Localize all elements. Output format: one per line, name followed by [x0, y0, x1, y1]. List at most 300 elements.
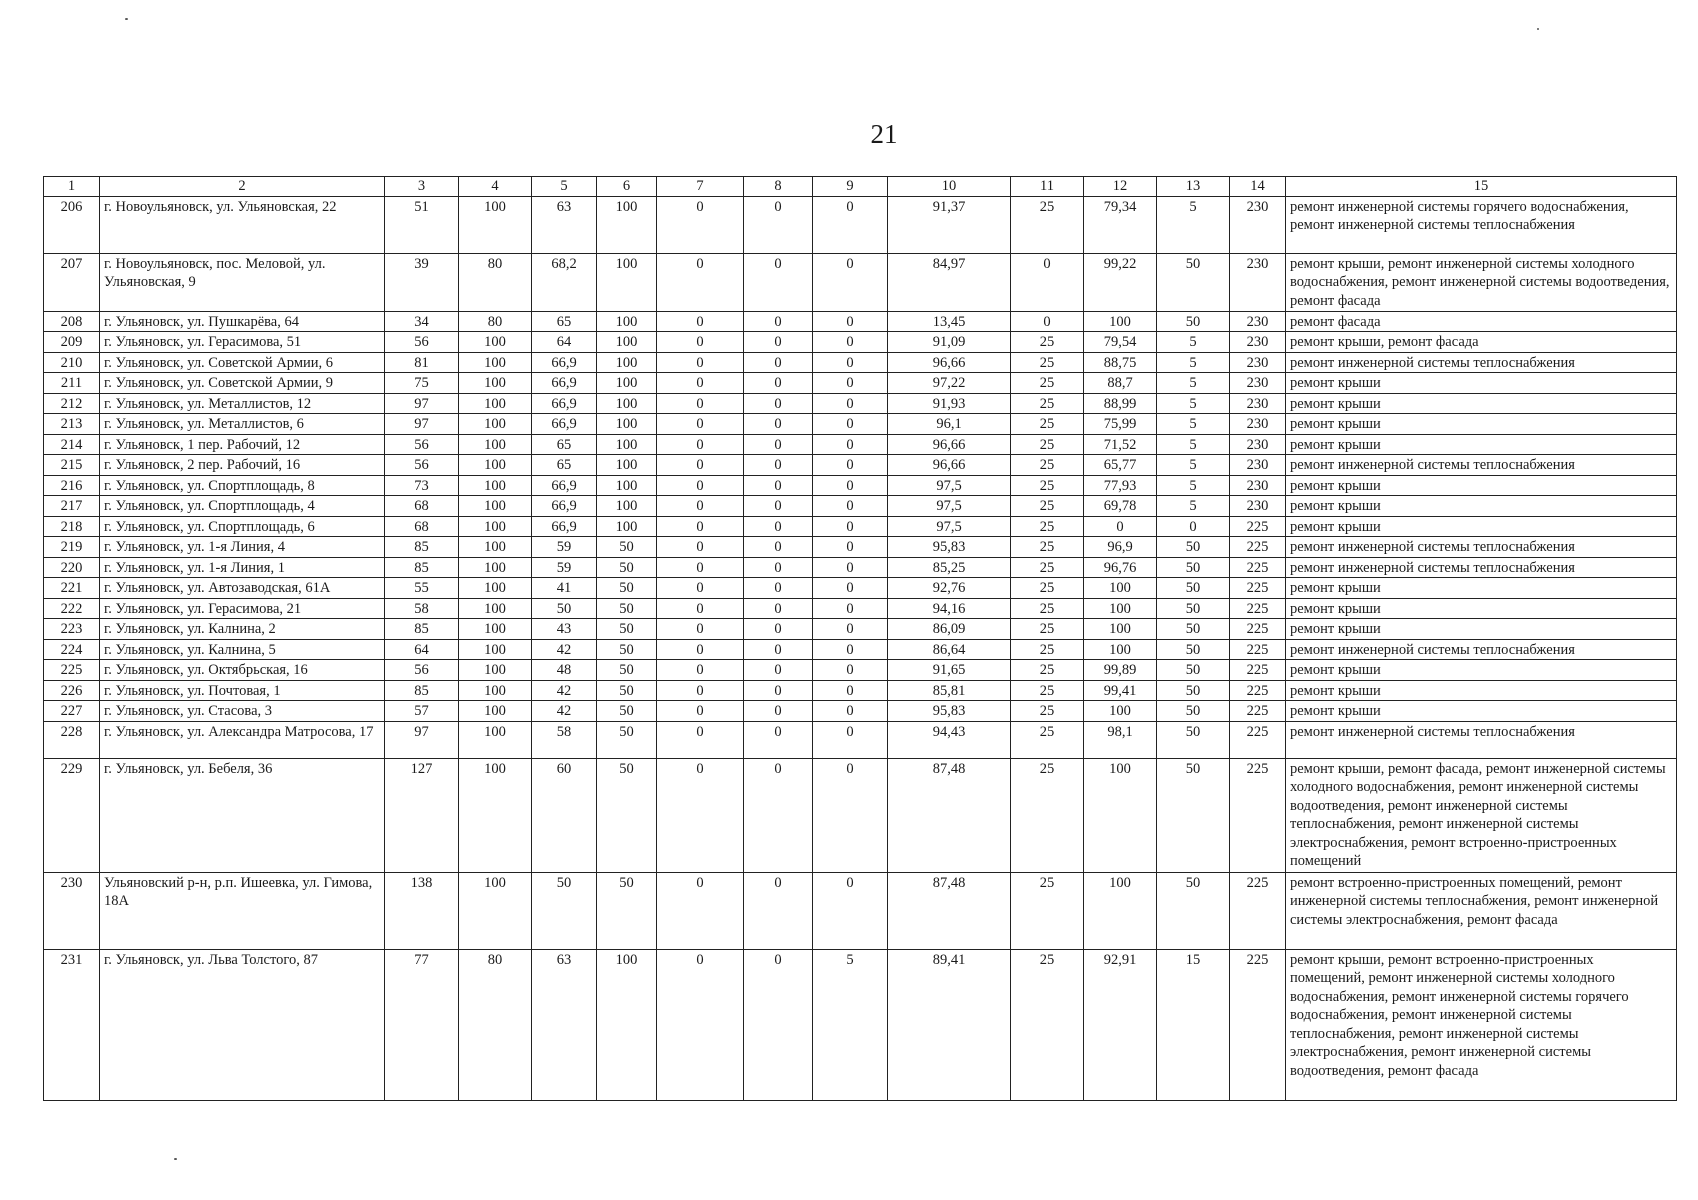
value-cell-col8: 0	[744, 578, 813, 599]
row-number: 212	[44, 393, 100, 414]
column-number-4: 4	[459, 177, 532, 197]
table-row	[44, 872, 1677, 949]
repair-works-cell: ремонт крыши	[1286, 598, 1677, 619]
value-cell-col8: 0	[744, 598, 813, 619]
value-cell-col10: 91,65	[888, 660, 1011, 681]
column-number-15: 15	[1286, 177, 1677, 197]
address-cell: г. Ульяновск, ул. Герасимова, 51	[100, 332, 385, 353]
value-cell-col3: 77	[385, 949, 459, 1100]
value-cell-col10: 96,1	[888, 414, 1011, 435]
header-row	[44, 177, 1677, 197]
value-cell-col12: 88,75	[1084, 352, 1157, 373]
repair-works-cell: ремонт фасада	[1286, 311, 1677, 332]
value-cell-col13: 50	[1157, 311, 1230, 332]
value-cell-col4: 100	[459, 578, 532, 599]
value-cell-col8: 0	[744, 701, 813, 722]
table-row	[44, 619, 1677, 640]
value-cell-col9: 5	[813, 949, 888, 1100]
table-row	[44, 598, 1677, 619]
value-cell-col12: 99,22	[1084, 253, 1157, 311]
address-cell: г. Ульяновск, 2 пер. Рабочий, 16	[100, 455, 385, 476]
value-cell-col13: 5	[1157, 373, 1230, 394]
value-cell-col4: 100	[459, 475, 532, 496]
value-cell-col4: 100	[459, 496, 532, 517]
value-cell-col4: 100	[459, 639, 532, 660]
value-cell-col5: 63	[532, 949, 597, 1100]
value-cell-col12: 100	[1084, 619, 1157, 640]
repair-works-cell: ремонт инженерной системы теплоснабжения	[1286, 537, 1677, 558]
row-number: 216	[44, 475, 100, 496]
value-cell-col11: 25	[1011, 949, 1084, 1100]
value-cell-col9: 0	[813, 758, 888, 872]
value-cell-col4: 80	[459, 311, 532, 332]
row-number: 226	[44, 680, 100, 701]
row-number: 224	[44, 639, 100, 660]
value-cell-col13: 5	[1157, 414, 1230, 435]
value-cell-col10: 89,41	[888, 949, 1011, 1100]
value-cell-col13: 50	[1157, 598, 1230, 619]
repair-works-cell: ремонт крыши	[1286, 660, 1677, 681]
value-cell-col12: 88,7	[1084, 373, 1157, 394]
row-number: 209	[44, 332, 100, 353]
value-cell-col4: 100	[459, 393, 532, 414]
row-number: 215	[44, 455, 100, 476]
value-cell-col5: 64	[532, 332, 597, 353]
value-cell-col11: 25	[1011, 721, 1084, 758]
value-cell-col8: 0	[744, 196, 813, 253]
column-number-5: 5	[532, 177, 597, 197]
value-cell-col9: 0	[813, 332, 888, 353]
repair-works-cell: ремонт инженерной системы теплоснабжения	[1286, 639, 1677, 660]
table-row	[44, 639, 1677, 660]
row-number: 227	[44, 701, 100, 722]
value-cell-col10: 87,48	[888, 872, 1011, 949]
row-number: 228	[44, 721, 100, 758]
row-number: 218	[44, 516, 100, 537]
value-cell-col12: 79,34	[1084, 196, 1157, 253]
column-number-8: 8	[744, 177, 813, 197]
value-cell-col13: 50	[1157, 660, 1230, 681]
value-cell-col6: 50	[597, 872, 657, 949]
value-cell-col3: 56	[385, 332, 459, 353]
value-cell-col12: 69,78	[1084, 496, 1157, 517]
value-cell-col10: 95,83	[888, 537, 1011, 558]
value-cell-col6: 100	[597, 253, 657, 311]
table-row	[44, 680, 1677, 701]
value-cell-col6: 50	[597, 758, 657, 872]
table-row	[44, 496, 1677, 517]
value-cell-col3: 85	[385, 680, 459, 701]
value-cell-col3: 56	[385, 660, 459, 681]
value-cell-col12: 88,99	[1084, 393, 1157, 414]
row-number: 214	[44, 434, 100, 455]
repair-works-cell: ремонт крыши, ремонт фасада	[1286, 332, 1677, 353]
value-cell-col10: 92,76	[888, 578, 1011, 599]
value-cell-col13: 5	[1157, 352, 1230, 373]
value-cell-col14: 230	[1230, 475, 1286, 496]
value-cell-col6: 50	[597, 721, 657, 758]
value-cell-col5: 66,9	[532, 496, 597, 517]
value-cell-col10: 13,45	[888, 311, 1011, 332]
repair-works-cell: ремонт крыши	[1286, 680, 1677, 701]
value-cell-col11: 25	[1011, 639, 1084, 660]
value-cell-col10: 95,83	[888, 701, 1011, 722]
value-cell-col4: 100	[459, 721, 532, 758]
value-cell-col6: 50	[597, 557, 657, 578]
value-cell-col7: 0	[657, 496, 744, 517]
value-cell-col6: 100	[597, 332, 657, 353]
value-cell-col8: 0	[744, 680, 813, 701]
value-cell-col4: 100	[459, 680, 532, 701]
value-cell-col8: 0	[744, 619, 813, 640]
value-cell-col9: 0	[813, 196, 888, 253]
value-cell-col14: 225	[1230, 639, 1286, 660]
value-cell-col12: 75,99	[1084, 414, 1157, 435]
row-number: 229	[44, 758, 100, 872]
value-cell-col11: 25	[1011, 557, 1084, 578]
value-cell-col6: 100	[597, 496, 657, 517]
value-cell-col12: 92,91	[1084, 949, 1157, 1100]
value-cell-col13: 50	[1157, 619, 1230, 640]
value-cell-col10: 96,66	[888, 434, 1011, 455]
column-number-9: 9	[813, 177, 888, 197]
value-cell-col5: 50	[532, 872, 597, 949]
repair-works-cell: ремонт встроенно-пристроенных помещений, ремонт инженерной системы теплоснабжения, ремонт инженерной системы электроснабжения, ремонт фасада	[1286, 872, 1677, 949]
value-cell-col9: 0	[813, 680, 888, 701]
value-cell-col4: 100	[459, 598, 532, 619]
column-number-10: 10	[888, 177, 1011, 197]
value-cell-col5: 63	[532, 196, 597, 253]
value-cell-col8: 0	[744, 516, 813, 537]
address-cell: г. Ульяновск, ул. Спортплощадь, 8	[100, 475, 385, 496]
value-cell-col10: 97,22	[888, 373, 1011, 394]
value-cell-col7: 0	[657, 619, 744, 640]
value-cell-col13: 5	[1157, 393, 1230, 414]
row-number: 221	[44, 578, 100, 599]
column-number-14: 14	[1230, 177, 1286, 197]
value-cell-col6: 50	[597, 537, 657, 558]
value-cell-col14: 230	[1230, 393, 1286, 414]
value-cell-col6: 50	[597, 598, 657, 619]
value-cell-col9: 0	[813, 660, 888, 681]
value-cell-col4: 100	[459, 196, 532, 253]
table-row	[44, 557, 1677, 578]
table-row	[44, 332, 1677, 353]
value-cell-col9: 0	[813, 721, 888, 758]
value-cell-col14: 225	[1230, 872, 1286, 949]
value-cell-col13: 15	[1157, 949, 1230, 1100]
value-cell-col4: 100	[459, 414, 532, 435]
repair-works-cell: ремонт крыши, ремонт встроенно-пристроенных помещений, ремонт инженерной системы холодного водоснабжения, ремонт инженерной системы горячего водоснабжения, ремонт инженерной системы теплоснабжения, ремонт инженерной системы электроснабжения, ремонт инженерной системы водоотведения, ремонт фасада	[1286, 949, 1677, 1100]
table-row	[44, 434, 1677, 455]
value-cell-col3: 58	[385, 598, 459, 619]
value-cell-col6: 100	[597, 414, 657, 435]
value-cell-col9: 0	[813, 434, 888, 455]
housing-repair-table	[43, 176, 1677, 1101]
repair-works-cell: ремонт крыши	[1286, 516, 1677, 537]
value-cell-col11: 25	[1011, 598, 1084, 619]
repair-works-cell: ремонт крыши	[1286, 619, 1677, 640]
value-cell-col14: 225	[1230, 660, 1286, 681]
value-cell-col8: 0	[744, 557, 813, 578]
value-cell-col7: 0	[657, 537, 744, 558]
value-cell-col10: 91,37	[888, 196, 1011, 253]
value-cell-col11: 0	[1011, 311, 1084, 332]
value-cell-col5: 66,9	[532, 393, 597, 414]
value-cell-col5: 41	[532, 578, 597, 599]
value-cell-col9: 0	[813, 455, 888, 476]
value-cell-col12: 100	[1084, 598, 1157, 619]
value-cell-col14: 230	[1230, 352, 1286, 373]
address-cell: Ульяновский р-н, р.п. Ишеевка, ул. Гимова, 18А	[100, 872, 385, 949]
value-cell-col11: 25	[1011, 332, 1084, 353]
value-cell-col13: 50	[1157, 253, 1230, 311]
value-cell-col7: 0	[657, 253, 744, 311]
value-cell-col7: 0	[657, 949, 744, 1100]
value-cell-col8: 0	[744, 721, 813, 758]
repair-works-cell: ремонт инженерной системы теплоснабжения	[1286, 352, 1677, 373]
value-cell-col11: 25	[1011, 352, 1084, 373]
value-cell-col12: 79,54	[1084, 332, 1157, 353]
value-cell-col10: 85,25	[888, 557, 1011, 578]
value-cell-col12: 99,89	[1084, 660, 1157, 681]
value-cell-col4: 100	[459, 701, 532, 722]
value-cell-col3: 85	[385, 619, 459, 640]
address-cell: г. Ульяновск, ул. Советской Армии, 9	[100, 373, 385, 394]
repair-works-cell: ремонт инженерной системы теплоснабжения	[1286, 557, 1677, 578]
row-number: 211	[44, 373, 100, 394]
value-cell-col3: 97	[385, 721, 459, 758]
value-cell-col5: 42	[532, 639, 597, 660]
value-cell-col11: 25	[1011, 373, 1084, 394]
table-row	[44, 578, 1677, 599]
value-cell-col8: 0	[744, 758, 813, 872]
address-cell: г. Новоульяновск, пос. Меловой, ул. Ульяновская, 9	[100, 253, 385, 311]
row-number: 219	[44, 537, 100, 558]
repair-works-cell: ремонт крыши	[1286, 414, 1677, 435]
value-cell-col5: 68,2	[532, 253, 597, 311]
value-cell-col6: 100	[597, 475, 657, 496]
value-cell-col9: 0	[813, 578, 888, 599]
value-cell-col7: 0	[657, 557, 744, 578]
value-cell-col12: 71,52	[1084, 434, 1157, 455]
value-cell-col11: 25	[1011, 578, 1084, 599]
repair-works-cell: ремонт крыши	[1286, 496, 1677, 517]
value-cell-col3: 75	[385, 373, 459, 394]
value-cell-col8: 0	[744, 332, 813, 353]
value-cell-col12: 100	[1084, 639, 1157, 660]
value-cell-col7: 0	[657, 660, 744, 681]
value-cell-col5: 65	[532, 311, 597, 332]
value-cell-col10: 97,5	[888, 496, 1011, 517]
value-cell-col10: 85,81	[888, 680, 1011, 701]
value-cell-col7: 0	[657, 352, 744, 373]
value-cell-col13: 5	[1157, 332, 1230, 353]
value-cell-col13: 5	[1157, 475, 1230, 496]
value-cell-col4: 100	[459, 872, 532, 949]
repair-works-cell: ремонт крыши	[1286, 701, 1677, 722]
value-cell-col9: 0	[813, 311, 888, 332]
column-number-2: 2	[100, 177, 385, 197]
value-cell-col5: 65	[532, 434, 597, 455]
row-number: 220	[44, 557, 100, 578]
value-cell-col5: 42	[532, 701, 597, 722]
value-cell-col7: 0	[657, 578, 744, 599]
value-cell-col9: 0	[813, 598, 888, 619]
table-row	[44, 455, 1677, 476]
value-cell-col6: 50	[597, 701, 657, 722]
value-cell-col8: 0	[744, 949, 813, 1100]
value-cell-col5: 42	[532, 680, 597, 701]
repair-works-cell: ремонт инженерной системы теплоснабжения	[1286, 455, 1677, 476]
address-cell: г. Новоульяновск, ул. Ульяновская, 22	[100, 196, 385, 253]
value-cell-col14: 225	[1230, 721, 1286, 758]
address-cell: г. Ульяновск, ул. Калнина, 5	[100, 639, 385, 660]
address-cell: г. Ульяновск, ул. Автозаводская, 61А	[100, 578, 385, 599]
table-row	[44, 393, 1677, 414]
address-cell: г. Ульяновск, 1 пер. Рабочий, 12	[100, 434, 385, 455]
value-cell-col9: 0	[813, 393, 888, 414]
value-cell-col7: 0	[657, 721, 744, 758]
value-cell-col3: 73	[385, 475, 459, 496]
value-cell-col12: 65,77	[1084, 455, 1157, 476]
value-cell-col4: 100	[459, 557, 532, 578]
value-cell-col11: 0	[1011, 253, 1084, 311]
table-row	[44, 660, 1677, 681]
value-cell-col7: 0	[657, 598, 744, 619]
address-cell: г. Ульяновск, ул. 1-я Линия, 1	[100, 557, 385, 578]
value-cell-col9: 0	[813, 516, 888, 537]
row-number: 231	[44, 949, 100, 1100]
value-cell-col7: 0	[657, 373, 744, 394]
scan-speck	[125, 18, 128, 20]
value-cell-col13: 50	[1157, 537, 1230, 558]
value-cell-col6: 100	[597, 196, 657, 253]
value-cell-col11: 25	[1011, 455, 1084, 476]
value-cell-col10: 94,16	[888, 598, 1011, 619]
table-row	[44, 475, 1677, 496]
address-cell: г. Ульяновск, ул. 1-я Линия, 4	[100, 537, 385, 558]
value-cell-col3: 138	[385, 872, 459, 949]
address-cell: г. Ульяновск, ул. Пушкарёва, 64	[100, 311, 385, 332]
repair-works-cell: ремонт крыши, ремонт фасада, ремонт инженерной системы холодного водоснабжения, ремонт инженерной системы водоотведения, ремонт инженерной системы теплоснабжения, ремонт инженерной системы электроснабжения, ремонт встроенно-пристроенных помещений	[1286, 758, 1677, 872]
row-number: 230	[44, 872, 100, 949]
value-cell-col3: 85	[385, 557, 459, 578]
value-cell-col12: 100	[1084, 311, 1157, 332]
address-cell: г. Ульяновск, ул. Советской Армии, 6	[100, 352, 385, 373]
column-number-3: 3	[385, 177, 459, 197]
table-row	[44, 253, 1677, 311]
value-cell-col12: 99,41	[1084, 680, 1157, 701]
value-cell-col8: 0	[744, 434, 813, 455]
repair-works-cell: ремонт крыши	[1286, 393, 1677, 414]
value-cell-col11: 25	[1011, 516, 1084, 537]
row-number: 223	[44, 619, 100, 640]
value-cell-col13: 50	[1157, 758, 1230, 872]
table-row	[44, 721, 1677, 758]
value-cell-col5: 50	[532, 598, 597, 619]
value-cell-col9: 0	[813, 373, 888, 394]
value-cell-col3: 85	[385, 537, 459, 558]
value-cell-col10: 97,5	[888, 516, 1011, 537]
table-row	[44, 414, 1677, 435]
repair-works-cell: ремонт крыши	[1286, 373, 1677, 394]
value-cell-col3: 68	[385, 496, 459, 517]
value-cell-col6: 100	[597, 434, 657, 455]
value-cell-col7: 0	[657, 701, 744, 722]
value-cell-col13: 5	[1157, 496, 1230, 517]
value-cell-col11: 25	[1011, 393, 1084, 414]
value-cell-col11: 25	[1011, 680, 1084, 701]
value-cell-col11: 25	[1011, 537, 1084, 558]
value-cell-col7: 0	[657, 758, 744, 872]
address-cell: г. Ульяновск, ул. Металлистов, 12	[100, 393, 385, 414]
column-number-11: 11	[1011, 177, 1084, 197]
value-cell-col13: 0	[1157, 516, 1230, 537]
address-cell: г. Ульяновск, ул. Почтовая, 1	[100, 680, 385, 701]
value-cell-col8: 0	[744, 393, 813, 414]
value-cell-col14: 225	[1230, 557, 1286, 578]
value-cell-col6: 50	[597, 680, 657, 701]
value-cell-col9: 0	[813, 475, 888, 496]
value-cell-col3: 127	[385, 758, 459, 872]
value-cell-col14: 225	[1230, 701, 1286, 722]
value-cell-col7: 0	[657, 639, 744, 660]
value-cell-col3: 97	[385, 393, 459, 414]
repair-works-cell: ремонт крыши	[1286, 475, 1677, 496]
value-cell-col7: 0	[657, 196, 744, 253]
value-cell-col3: 55	[385, 578, 459, 599]
value-cell-col14: 225	[1230, 598, 1286, 619]
value-cell-col14: 225	[1230, 516, 1286, 537]
row-number: 225	[44, 660, 100, 681]
table-row	[44, 196, 1677, 253]
value-cell-col4: 100	[459, 434, 532, 455]
row-number: 222	[44, 598, 100, 619]
value-cell-col9: 0	[813, 537, 888, 558]
column-number-13: 13	[1157, 177, 1230, 197]
value-cell-col10: 86,64	[888, 639, 1011, 660]
value-cell-col6: 50	[597, 578, 657, 599]
value-cell-col12: 100	[1084, 701, 1157, 722]
value-cell-col9: 0	[813, 496, 888, 517]
value-cell-col12: 77,93	[1084, 475, 1157, 496]
value-cell-col7: 0	[657, 332, 744, 353]
value-cell-col5: 59	[532, 537, 597, 558]
value-cell-col14: 230	[1230, 434, 1286, 455]
value-cell-col10: 94,43	[888, 721, 1011, 758]
value-cell-col11: 25	[1011, 475, 1084, 496]
value-cell-col13: 50	[1157, 639, 1230, 660]
repair-works-cell: ремонт крыши	[1286, 578, 1677, 599]
value-cell-col11: 25	[1011, 196, 1084, 253]
value-cell-col11: 25	[1011, 701, 1084, 722]
table-row	[44, 352, 1677, 373]
table-row	[44, 373, 1677, 394]
table-row	[44, 758, 1677, 872]
value-cell-col6: 100	[597, 352, 657, 373]
value-cell-col9: 0	[813, 253, 888, 311]
row-number: 210	[44, 352, 100, 373]
value-cell-col10: 96,66	[888, 455, 1011, 476]
value-cell-col10: 87,48	[888, 758, 1011, 872]
value-cell-col7: 0	[657, 455, 744, 476]
value-cell-col6: 50	[597, 639, 657, 660]
repair-works-cell: ремонт крыши	[1286, 434, 1677, 455]
value-cell-col6: 100	[597, 393, 657, 414]
value-cell-col6: 100	[597, 949, 657, 1100]
value-cell-col8: 0	[744, 455, 813, 476]
